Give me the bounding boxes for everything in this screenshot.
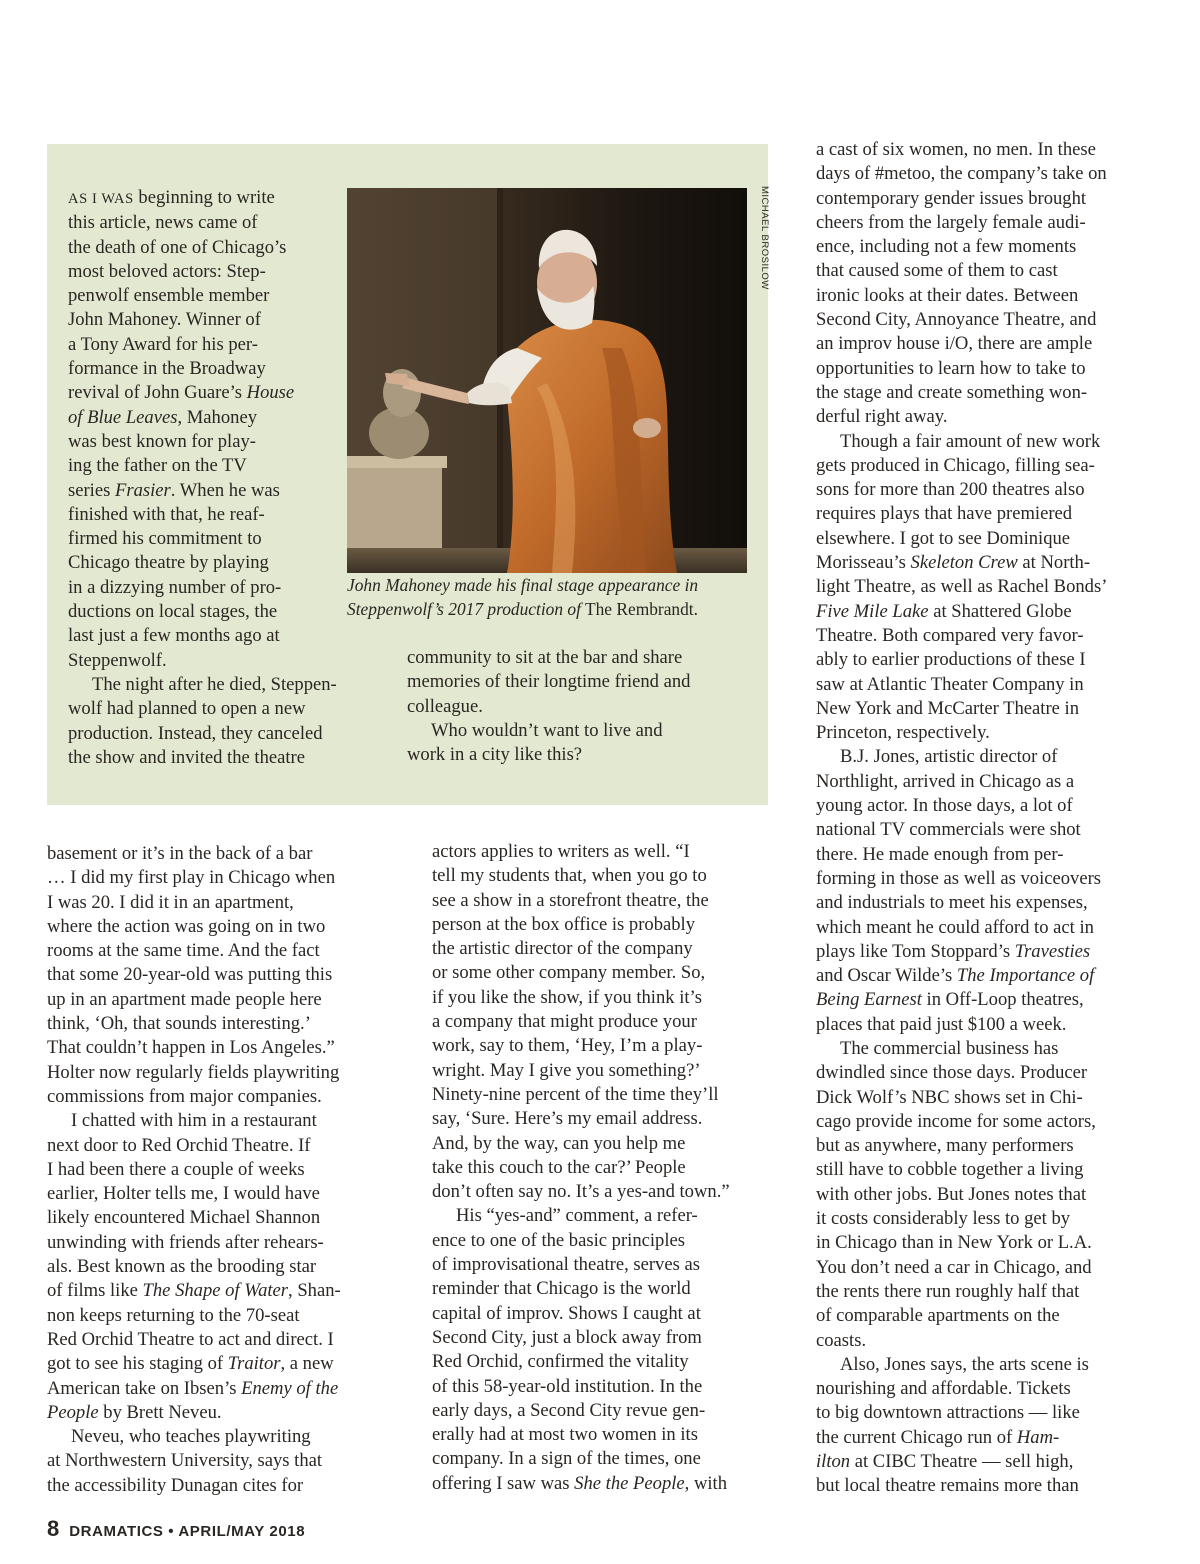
body-line: Red Orchid, confirmed the vitality (432, 1351, 689, 1373)
body-line: erally had at most two women in its (432, 1424, 698, 1446)
body-line: actors applies to writers as well. “I (432, 841, 690, 862)
body-line: of improvisational theatre, serves as (432, 1254, 700, 1276)
body-line: contemporary gender issues brought (816, 187, 1087, 209)
sidebar-line: finished with that, he reaf- (68, 503, 265, 525)
body-line: national TV commercials were shot (816, 819, 1081, 841)
sidebar-box (47, 144, 768, 805)
body-line: it costs considerably less to get by (816, 1208, 1071, 1230)
body-line: and industrials to meet his expenses, (816, 892, 1088, 914)
body-line: coasts. (816, 1329, 867, 1351)
body-line: als. Best known as the brooding star (47, 1256, 317, 1278)
body-line: gets produced in Chicago, filling sea- (816, 454, 1095, 476)
sidebar-column-1 (68, 186, 388, 770)
body-line: Second City, just a block away from (432, 1326, 702, 1348)
body-line: light Theatre, as well as Rachel Bonds’ (816, 576, 1108, 598)
body-line: American take on Ibsen’s Enemy of the (47, 1377, 339, 1399)
body-line: B.J. Jones, artistic director of (840, 746, 1058, 768)
body-line: young actor. In those days, a lot of (816, 795, 1073, 817)
body-line: and Oscar Wilde’s The Importance of (816, 965, 1095, 987)
body-column-middle (432, 840, 777, 1496)
sidebar-line: firmed his commitment to (68, 528, 262, 550)
sidebar-line: last just a few months ago at (68, 625, 280, 647)
body-line: elsewhere. I got to see Dominique (816, 527, 1071, 549)
body-line: saw at Atlantic Theater Company in (816, 673, 1084, 695)
body-line: requires plays that have premiered (816, 503, 1073, 525)
body-line: Red Orchid Theatre to act and direct. I (47, 1328, 334, 1350)
body-line: of this 58-year-old institution. In the (432, 1375, 703, 1397)
body-line: that some 20-year-old was putting this (47, 964, 333, 986)
body-line: plays like Tom Stoppard’s Travesties (816, 940, 1091, 962)
body-line: got to see his staging of Traitor, a new (47, 1353, 334, 1375)
body-line: that caused some of them to cast (816, 260, 1058, 282)
sidebar-line: a Tony Award for his per- (68, 333, 258, 355)
page-footer (47, 1516, 305, 1546)
body-line: wright. May I give you something?’ (432, 1059, 701, 1081)
body-line: rooms at the same time. And the fact (47, 940, 320, 962)
body-line: in Chicago than in New York or L.A. (816, 1232, 1092, 1254)
photo-credit: MICHAEL BROSILOW (759, 186, 770, 290)
body-line: earlier, Holter tells me, I would have (47, 1183, 320, 1205)
body-line: Five Mile Lake at Shattered Globe (816, 600, 1072, 622)
body-line: Being Earnest in Off-Loop theatres, (816, 989, 1084, 1011)
sidebar-line: the show and invited the theatre (68, 746, 305, 768)
body-line: likely encountered Michael Shannon (47, 1207, 321, 1229)
sidebar-line: Chicago theatre by playing (68, 552, 269, 574)
body-line: the accessibility Dunagan cites for (47, 1474, 304, 1496)
body-line: of comparable apartments on the (816, 1305, 1060, 1327)
body-line: ence, including not a few moments (816, 236, 1077, 258)
sidebar-line: most beloved actors: Step- (68, 260, 266, 282)
body-line: I was 20. I did it in an apartment, (47, 891, 294, 913)
sidebar-line: AS I WAS beginning to write (68, 187, 275, 208)
photo-caption (347, 574, 767, 621)
sidebar-line: ductions on local stages, the (68, 601, 278, 623)
sidebar-line: series Frasier. When he was (68, 479, 280, 501)
body-line: sons for more than 200 theatres also (816, 479, 1085, 501)
body-line: His “yes-and” comment, a refer- (456, 1205, 698, 1227)
body-column-left (47, 842, 392, 1498)
body-line: offering I saw was She the People, with (432, 1472, 728, 1494)
body-line: company. In a sign of the times, one (432, 1448, 701, 1470)
body-line: the rents there run roughly half that (816, 1280, 1080, 1302)
caption-line: John Mahoney made his final stage appearance in (347, 575, 699, 595)
body-line: Dick Wolf’s NBC shows set in Chi- (816, 1086, 1083, 1108)
publication-issue: DRAMATICS • APRIL/MAY 2018 (69, 1523, 306, 1540)
body-line: ironic looks at their dates. Between (816, 284, 1079, 306)
body-line: cheers from the largely female audi- (816, 211, 1086, 233)
body-line: see a show in a storefront theatre, the (432, 889, 709, 911)
body-line: ilton at CIBC Theatre — sell high, (816, 1451, 1074, 1473)
body-line: Second City, Annoyance Theatre, and (816, 309, 1097, 331)
body-line: I had been there a couple of weeks (47, 1158, 305, 1180)
body-line: the stage and create something won- (816, 381, 1088, 403)
body-line: up in an apartment made people here (47, 988, 322, 1010)
sidebar-line: colleague. (407, 695, 483, 717)
sidebar-line: community to sit at the bar and share (407, 647, 683, 668)
body-line: commissions from major companies. (47, 1085, 322, 1107)
body-line: … I did my first play in Chicago when (47, 867, 336, 889)
body-line: New York and McCarter Theatre in (816, 697, 1079, 719)
body-line: The commercial business has (840, 1037, 1059, 1059)
body-line: capital of improv. Shows I caught at (432, 1302, 701, 1324)
body-line: People by Brett Neveu. (47, 1401, 222, 1423)
sidebar-line: this article, news came of (68, 212, 258, 234)
sidebar-line: The night after he died, Steppen- (92, 673, 337, 695)
caption-line: Steppenwolf’s 2017 production of The Rembrandt. (347, 598, 698, 619)
body-line: person at the box office is probably (432, 913, 695, 935)
sidebar-line: formance in the Broadway (68, 358, 266, 380)
body-line: at Northwestern University, says that (47, 1450, 323, 1472)
body-line: Princeton, respectively. (816, 722, 990, 744)
body-line: Though a fair amount of new work (840, 430, 1101, 452)
sidebar-line: John Mahoney. Winner of (68, 309, 261, 331)
body-line: cago provide income for some actors, (816, 1110, 1096, 1132)
page-number: 8 (47, 1516, 60, 1541)
body-line: but local theatre remains more than (816, 1475, 1079, 1497)
body-line: reminder that Chicago is the world (432, 1278, 691, 1300)
body-line: next door to Red Orchid Theatre. If (47, 1134, 311, 1156)
body-line: or some other company member. So, (432, 962, 706, 984)
body-line: Also, Jones says, the arts scene is (840, 1353, 1089, 1375)
body-line: there. He made enough from per- (816, 843, 1064, 865)
body-line: but as anywhere, many performers (816, 1135, 1074, 1157)
body-line: a cast of six women, no men. In these (816, 139, 1096, 160)
body-line: And, by the way, can you help me (432, 1132, 686, 1154)
body-line: say, ‘Sure. Here’s my email address. (432, 1108, 703, 1130)
body-line: a company that might produce your (432, 1011, 697, 1033)
body-line: early days, a Second City revue gen- (432, 1399, 706, 1421)
body-line: still have to cobble together a living (816, 1159, 1084, 1181)
body-line: nourishing and affordable. Tickets (816, 1378, 1071, 1400)
body-line: forming in those as well as voiceovers (816, 867, 1102, 889)
body-line: Neveu, who teaches playwriting (71, 1426, 311, 1448)
sidebar-line: of Blue Leaves, Mahoney (68, 406, 257, 428)
body-line: non keeps returning to the 70-seat (47, 1304, 300, 1326)
body-line: with other jobs. But Jones notes that (816, 1183, 1087, 1205)
body-line: derful right away. (816, 406, 948, 428)
body-line: don’t often say no. It’s a yes-and town.” (432, 1181, 730, 1203)
sidebar-line: work in a city like this? (407, 744, 583, 766)
body-column-right (816, 138, 1161, 1499)
body-line: take this couch to the car?’ People (432, 1156, 686, 1178)
sidebar-line: the death of one of Chicago’s (68, 236, 287, 258)
sidebar-line: Steppenwolf. (68, 649, 167, 671)
body-line: Northlight, arrived in Chicago as a (816, 770, 1075, 792)
body-line: ence to one of the basic principles (432, 1229, 685, 1251)
photo-john-mahoney (347, 188, 747, 573)
body-line: Morisseau’s Skeleton Crew at North- (816, 552, 1091, 574)
body-line: dwindled since those days. Producer (816, 1062, 1088, 1084)
body-line: the artistic director of the company (432, 938, 693, 960)
body-line: unwinding with friends after rehears- (47, 1231, 324, 1253)
body-line: where the action was going on in two (47, 915, 326, 937)
sidebar-column-2 (407, 646, 757, 767)
sidebar-line: revival of John Guare’s House (68, 382, 295, 404)
sidebar-line: was best known for play- (68, 430, 256, 452)
body-line: if you like the show, if you think it’s (432, 986, 702, 1008)
sidebar-line: memories of their longtime friend and (407, 671, 691, 693)
body-line: places that paid just $100 a week. (816, 1013, 1067, 1035)
body-line: Holter now regularly fields playwriting (47, 1061, 340, 1083)
sidebar-line: wolf had planned to open a new (68, 698, 306, 720)
body-line: basement or it’s in the back of a bar (47, 843, 313, 864)
body-line: an improv house i/O, there are ample (816, 333, 1093, 355)
sidebar-line: ing the father on the TV (68, 455, 247, 477)
body-line: which meant he could afford to act in (816, 916, 1094, 938)
body-line: Ninety-nine percent of the time they’ll (432, 1083, 719, 1105)
body-line: ably to earlier productions of these I (816, 649, 1086, 671)
body-line: of films like The Shape of Water, Shan- (47, 1280, 341, 1302)
body-line: Theatre. Both compared very favor- (816, 624, 1084, 646)
body-line: to big downtown attractions — like (816, 1402, 1080, 1424)
body-line: days of #metoo, the company’s take on (816, 163, 1107, 185)
body-line: opportunities to learn how to take to (816, 357, 1086, 379)
body-line: think, ‘Oh, that sounds interesting.’ (47, 1013, 311, 1035)
sidebar-line: Who wouldn’t want to live and (431, 719, 663, 741)
sidebar-line: production. Instead, they canceled (68, 722, 323, 744)
body-line: That couldn’t happen in Los Angeles.” (47, 1037, 335, 1059)
body-line: work, say to them, ‘Hey, I’m a play- (432, 1035, 703, 1057)
sidebar-line: in a dizzying number of pro- (68, 576, 282, 598)
body-line: I chatted with him in a restaurant (71, 1110, 317, 1132)
body-line: You don’t need a car in Chicago, and (816, 1256, 1092, 1278)
body-line: tell my students that, when you go to (432, 865, 707, 887)
sidebar-line: penwolf ensemble member (68, 285, 270, 307)
lead-in-caps: AS I WAS (68, 191, 134, 207)
body-line: the current Chicago run of Ham- (816, 1426, 1060, 1448)
